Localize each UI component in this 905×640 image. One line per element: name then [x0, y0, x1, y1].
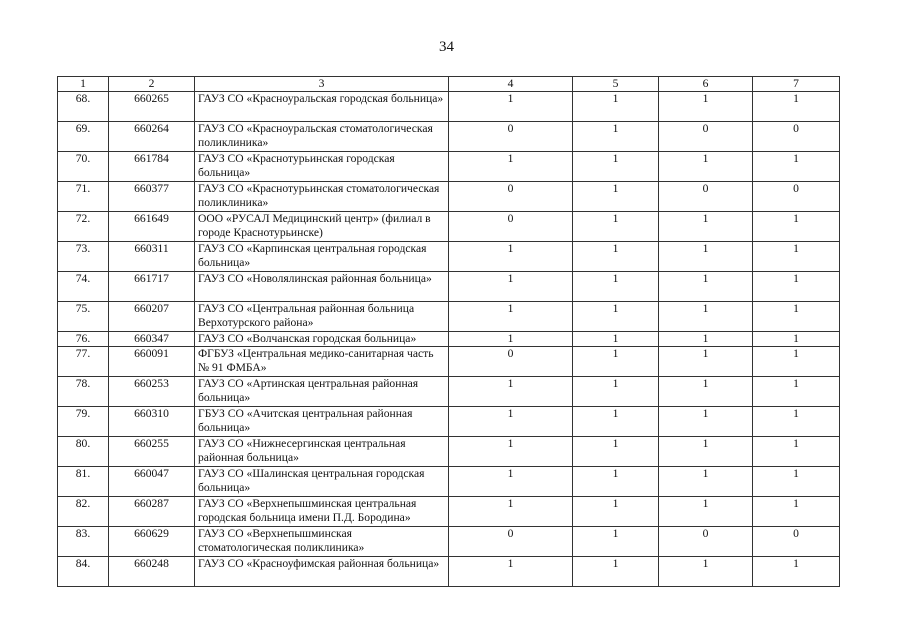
column-6-value: 0 [659, 182, 753, 212]
row-number-cell: 69. [58, 122, 109, 152]
column-4-value: 0 [449, 527, 573, 557]
column-7-value: 1 [753, 557, 840, 587]
table-row [58, 332, 840, 347]
org-name-cell: ГАУЗ СО «Краснотурьинская городская больница» [195, 152, 449, 182]
column-6-value: 0 [659, 122, 753, 152]
org-code-cell: 660264 [109, 122, 195, 152]
column-5-value: 1 [573, 92, 659, 122]
column-7-value: 1 [753, 407, 840, 437]
row-number-cell: 73. [58, 242, 109, 272]
table-row [58, 92, 840, 122]
column-4-value: 1 [449, 377, 573, 407]
column-5-value: 1 [573, 242, 659, 272]
registry-table [57, 76, 840, 587]
column-7-value: 1 [753, 377, 840, 407]
org-code-cell: 661649 [109, 212, 195, 242]
row-number-cell: 70. [58, 152, 109, 182]
org-code-cell: 660248 [109, 557, 195, 587]
org-code-cell: 660207 [109, 302, 195, 332]
org-name-cell: ФГБУЗ «Центральная медико-санитарная часть № 91 ФМБА» [195, 347, 449, 377]
column-6-value: 1 [659, 377, 753, 407]
column-6-value: 1 [659, 332, 753, 347]
column-7-value: 1 [753, 302, 840, 332]
column-5-value: 1 [573, 122, 659, 152]
column-7-value: 1 [753, 242, 840, 272]
column-7-value: 1 [753, 272, 840, 302]
column-6-value: 0 [659, 527, 753, 557]
org-code-cell: 660253 [109, 377, 195, 407]
column-header: 7 [753, 77, 840, 92]
org-code-cell: 661784 [109, 152, 195, 182]
org-code-cell: 660377 [109, 182, 195, 212]
column-header: 5 [573, 77, 659, 92]
row-number-cell: 80. [58, 437, 109, 467]
org-name-cell: ГАУЗ СО «Артинская центральная районная больница» [195, 377, 449, 407]
column-4-value: 0 [449, 122, 573, 152]
row-number-cell: 77. [58, 347, 109, 377]
column-6-value: 1 [659, 272, 753, 302]
org-code-cell: 660265 [109, 92, 195, 122]
org-name-cell: ГАУЗ СО «Верхнепышминская стоматологическая поликлиника» [195, 527, 449, 557]
column-5-value: 1 [573, 497, 659, 527]
column-5-value: 1 [573, 272, 659, 302]
column-4-value: 0 [449, 347, 573, 377]
column-6-value: 1 [659, 212, 753, 242]
column-7-value: 1 [753, 152, 840, 182]
column-7-value: 1 [753, 332, 840, 347]
row-number-cell: 76. [58, 332, 109, 347]
column-5-value: 1 [573, 212, 659, 242]
column-5-value: 1 [573, 182, 659, 212]
org-code-cell: 660311 [109, 242, 195, 272]
org-code-cell: 660047 [109, 467, 195, 497]
table-body [58, 92, 840, 587]
column-6-value: 1 [659, 92, 753, 122]
org-name-cell: ГАУЗ СО «Карпинская центральная городская больница» [195, 242, 449, 272]
column-6-value: 1 [659, 557, 753, 587]
column-5-value: 1 [573, 332, 659, 347]
column-header: 3 [195, 77, 449, 92]
org-name-cell: ГАУЗ СО «Шалинская центральная городская больница» [195, 467, 449, 497]
column-6-value: 1 [659, 467, 753, 497]
column-5-value: 1 [573, 407, 659, 437]
column-4-value: 1 [449, 152, 573, 182]
column-4-value: 1 [449, 272, 573, 302]
table-row [58, 497, 840, 527]
row-number-cell: 82. [58, 497, 109, 527]
org-code-cell: 660347 [109, 332, 195, 347]
row-number-cell: 79. [58, 407, 109, 437]
column-header: 2 [109, 77, 195, 92]
org-code-cell: 660091 [109, 347, 195, 377]
row-number-cell: 72. [58, 212, 109, 242]
column-6-value: 1 [659, 407, 753, 437]
column-5-value: 1 [573, 302, 659, 332]
column-4-value: 1 [449, 332, 573, 347]
table-row [58, 437, 840, 467]
column-7-value: 1 [753, 212, 840, 242]
column-7-value: 1 [753, 467, 840, 497]
org-name-cell: ГАУЗ СО «Центральная районная больница Верхотурского района» [195, 302, 449, 332]
org-code-cell: 660310 [109, 407, 195, 437]
column-5-value: 1 [573, 152, 659, 182]
table-row [58, 212, 840, 242]
page-number: 34 [439, 39, 454, 55]
org-code-cell: 661717 [109, 272, 195, 302]
column-5-value: 1 [573, 557, 659, 587]
column-5-value: 1 [573, 527, 659, 557]
column-7-value: 1 [753, 437, 840, 467]
column-4-value: 1 [449, 92, 573, 122]
column-7-value: 1 [753, 92, 840, 122]
org-name-cell: ГАУЗ СО «Верхнепышминская центральная городская больница имени П.Д. Бородина» [195, 497, 449, 527]
column-5-value: 1 [573, 437, 659, 467]
column-6-value: 1 [659, 497, 753, 527]
row-number-cell: 75. [58, 302, 109, 332]
column-6-value: 1 [659, 302, 753, 332]
column-4-value: 1 [449, 437, 573, 467]
org-name-cell: ГАУЗ СО «Новолялинская районная больница» [195, 272, 449, 302]
org-name-cell: ГБУЗ СО «Ачитская центральная районная больница» [195, 407, 449, 437]
column-4-value: 0 [449, 212, 573, 242]
table-row [58, 272, 840, 302]
column-4-value: 1 [449, 242, 573, 272]
column-6-value: 1 [659, 152, 753, 182]
org-name-cell: ООО «РУСАЛ Медицинский центр» (филиал в городе Краснотурьинске) [195, 212, 449, 242]
column-7-value: 0 [753, 122, 840, 152]
row-number-cell: 81. [58, 467, 109, 497]
column-7-value: 1 [753, 347, 840, 377]
column-4-value: 1 [449, 302, 573, 332]
column-6-value: 1 [659, 242, 753, 272]
column-5-value: 1 [573, 347, 659, 377]
column-header: 4 [449, 77, 573, 92]
column-5-value: 1 [573, 377, 659, 407]
row-number-cell: 74. [58, 272, 109, 302]
column-7-value: 0 [753, 182, 840, 212]
org-name-cell: ГАУЗ СО «Нижнесергинская центральная районная больница» [195, 437, 449, 467]
column-number-header-row [58, 77, 840, 92]
column-7-value: 0 [753, 527, 840, 557]
column-4-value: 1 [449, 497, 573, 527]
column-header: 1 [58, 77, 109, 92]
column-4-value: 1 [449, 467, 573, 497]
table-row [58, 347, 840, 377]
table-row [58, 407, 840, 437]
column-4-value: 1 [449, 407, 573, 437]
table-row [58, 122, 840, 152]
row-number-cell: 68. [58, 92, 109, 122]
org-code-cell: 660255 [109, 437, 195, 467]
column-6-value: 1 [659, 437, 753, 467]
org-name-cell: ГАУЗ СО «Краснотурьинская стоматологическая поликлиника» [195, 182, 449, 212]
column-header: 6 [659, 77, 753, 92]
org-name-cell: ГАУЗ СО «Красноуральская городская больница» [195, 92, 449, 122]
org-code-cell: 660287 [109, 497, 195, 527]
column-7-value: 1 [753, 497, 840, 527]
column-6-value: 1 [659, 347, 753, 377]
table-row [58, 302, 840, 332]
table-row [58, 242, 840, 272]
row-number-cell: 71. [58, 182, 109, 212]
table-row [58, 182, 840, 212]
column-4-value: 0 [449, 182, 573, 212]
org-name-cell: ГАУЗ СО «Красноуфимская районная больница» [195, 557, 449, 587]
org-code-cell: 660629 [109, 527, 195, 557]
table-row [58, 467, 840, 497]
table-row [58, 557, 840, 587]
row-number-cell: 78. [58, 377, 109, 407]
column-4-value: 1 [449, 557, 573, 587]
row-number-cell: 83. [58, 527, 109, 557]
table-row [58, 377, 840, 407]
column-5-value: 1 [573, 467, 659, 497]
org-name-cell: ГАУЗ СО «Красноуральская стоматологическая поликлиника» [195, 122, 449, 152]
table-row [58, 152, 840, 182]
row-number-cell: 84. [58, 557, 109, 587]
org-name-cell: ГАУЗ СО «Волчанская городская больница» [195, 332, 449, 347]
table-row [58, 527, 840, 557]
